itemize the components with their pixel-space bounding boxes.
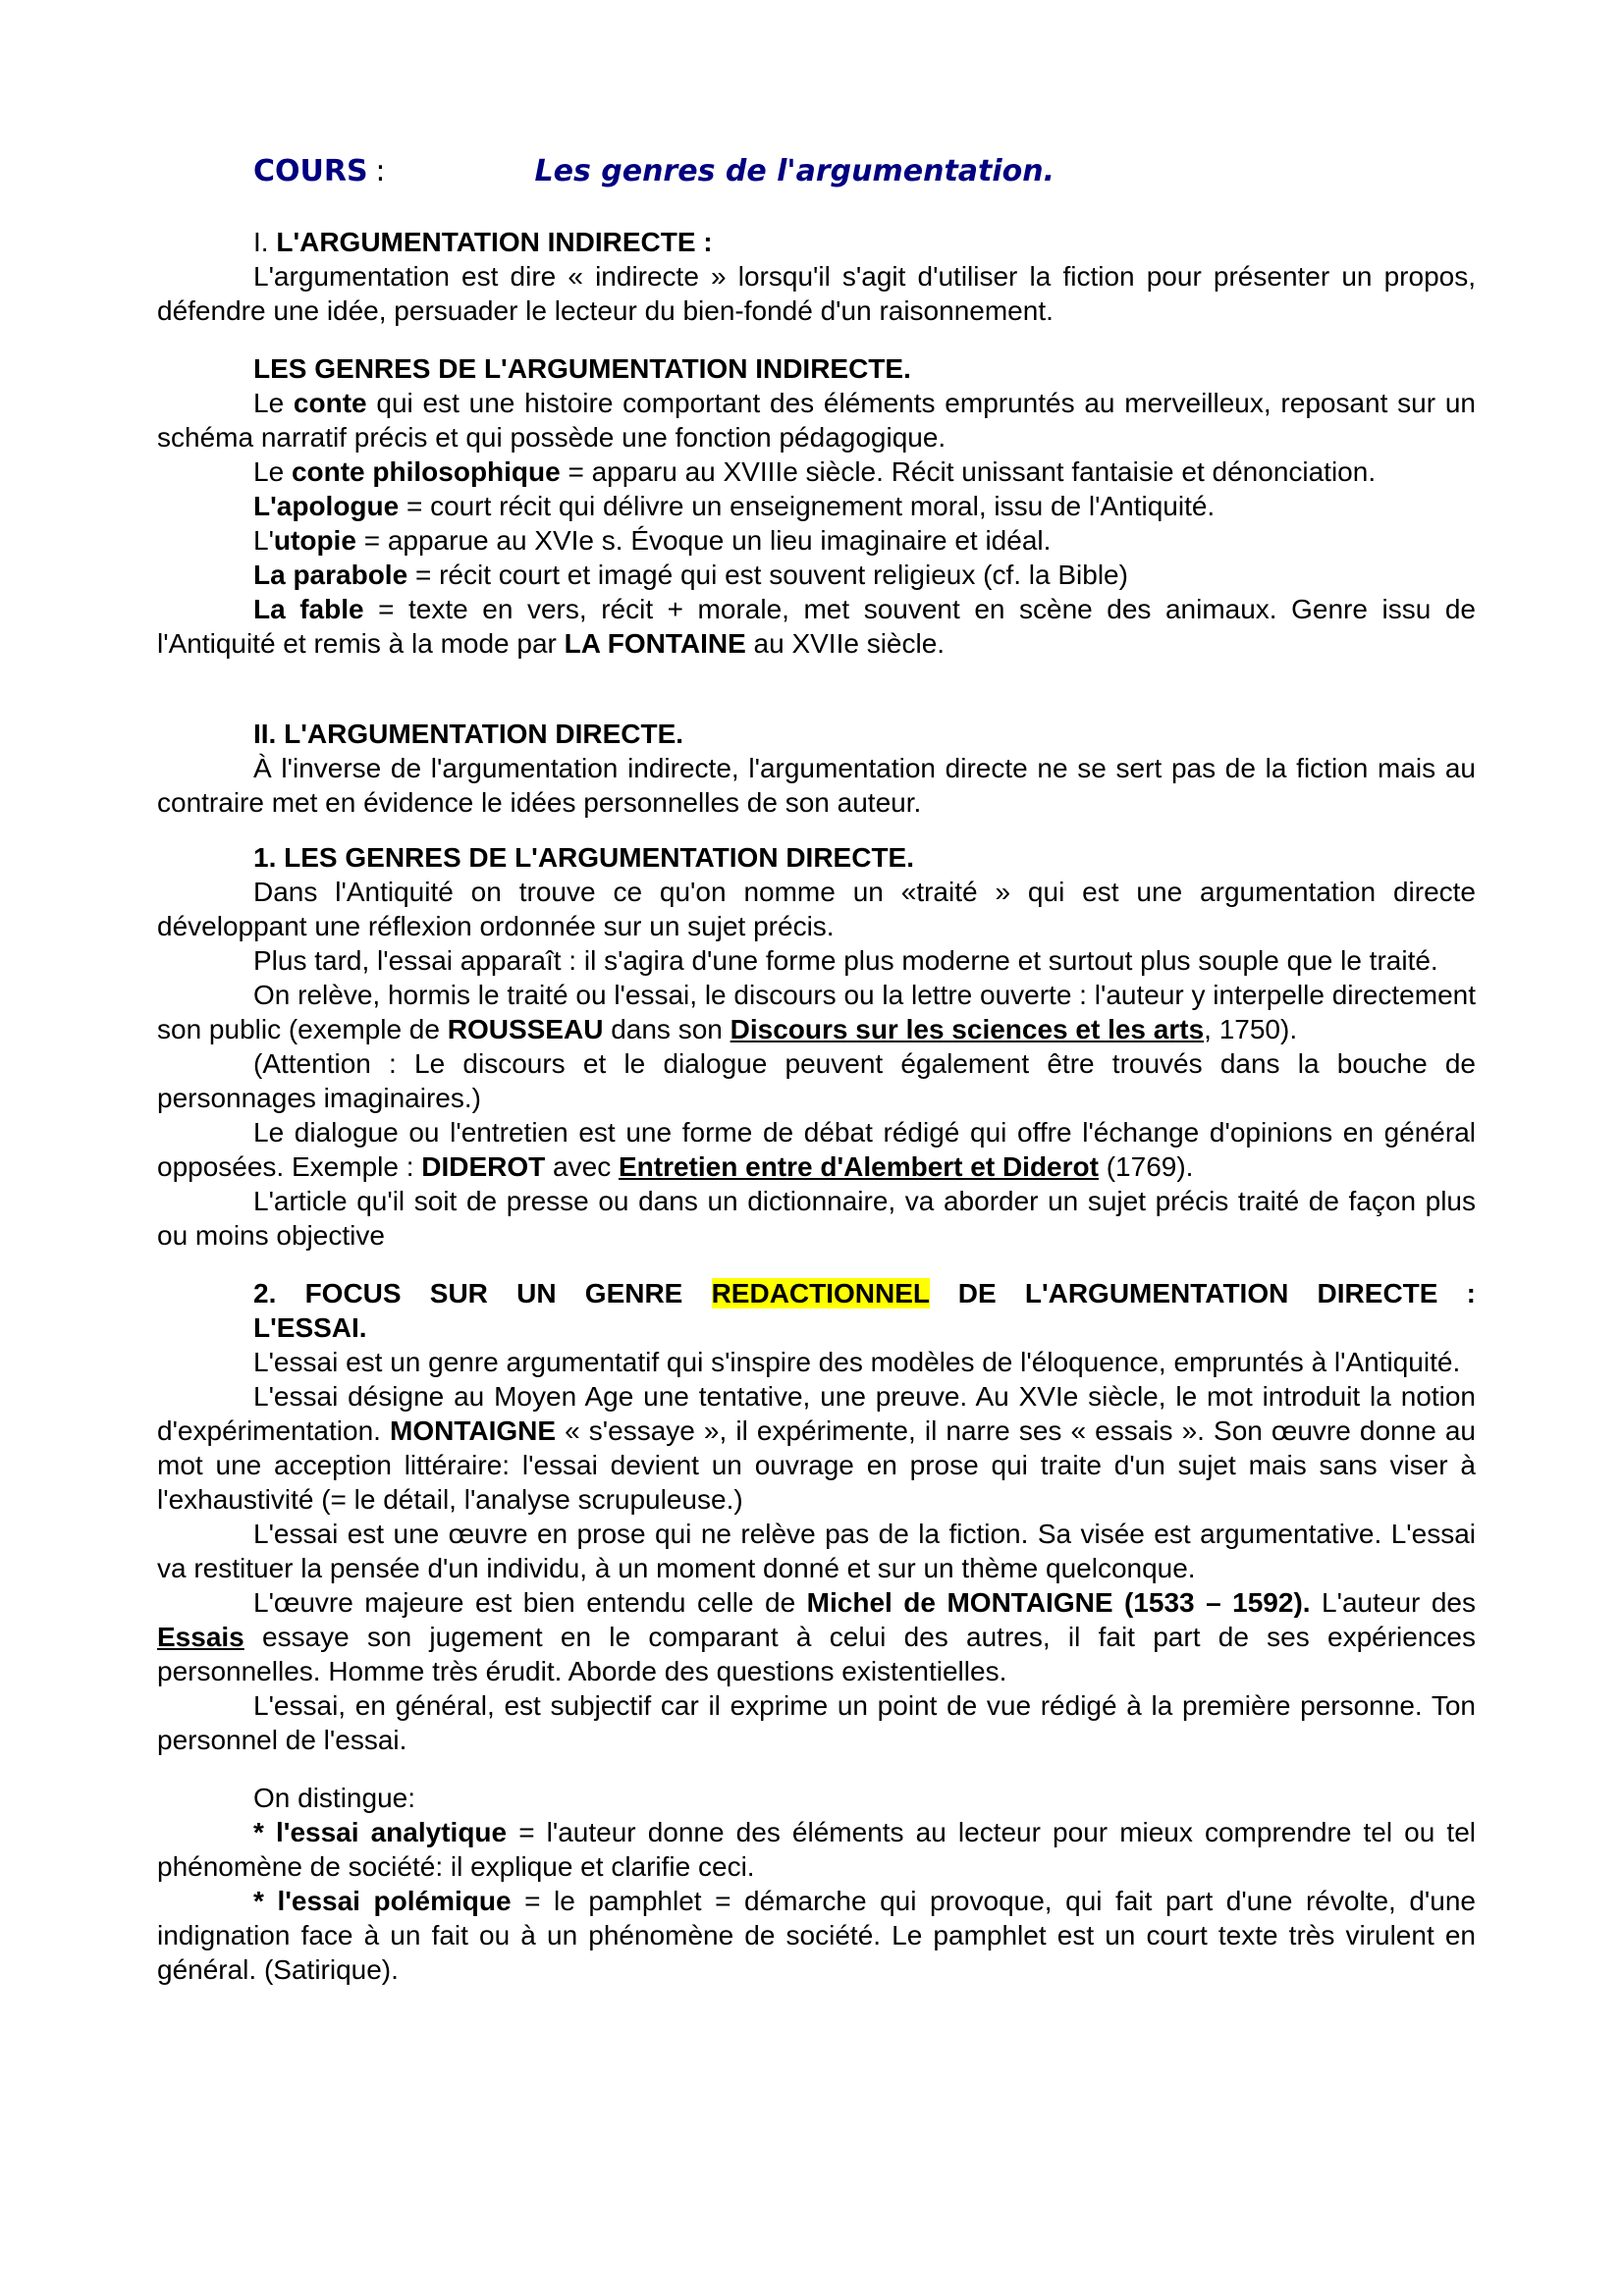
part1-genres-heading — [157, 351, 1476, 386]
parabole-def: = récit court et imagé qui est souvent religieux (cf. la Bible) — [407, 560, 1128, 590]
part2-heading — [157, 717, 1476, 751]
genre-conte-philosophique — [157, 454, 1476, 489]
para-traite: Dans l'Antiquité on trouve ce qu'on nomme un «traité » qui est une argumentation directe développant une réflexion ordonnée sur un sujet précis. — [157, 877, 1476, 941]
part1-genres-heading-text: LES GENRES DE L'ARGUMENTATION INDIRECTE. — [253, 353, 911, 384]
part1-heading-num: I. — [253, 227, 269, 257]
utopie-def: = apparue au XVIe s. Évoque un lieu imaginaire et idéal. — [355, 525, 1052, 556]
page-title — [157, 154, 1476, 189]
part1-intro: L'argumentation est dire « indirecte » lorsqu'il s'agit d'utiliser la fiction pour présenter un propos, défendre une idée, persuader le lecteur du bien-fondé d'un raisonnement. — [157, 261, 1476, 326]
para-essai-3: L'essai est une œuvre en prose qui ne relève pas de la fiction. Sa visée est argumentative. L'essai va restituer la pensée d'un individu, à un moment donné et sur un thème quelconque. — [157, 1519, 1476, 1583]
conte-term: conte — [293, 388, 367, 418]
genre-parabole — [157, 558, 1476, 592]
part2-intro: À l'inverse de l'argumentation indirecte, l'argumentation directe ne se sert pas de la fiction mais au contraire met en évidence le idées personnelles de son auteur. — [157, 753, 1476, 818]
para-essai-2 — [157, 1379, 1476, 1517]
polemique-def: = le pamphlet = démarche qui provoque, qui fait part d'une révolte, d'une indignation face à un fait ou à un phénomène de société. Le pamphlet est un court texte très virulent en général. (Satirique). — [157, 1886, 1476, 1985]
genre-utopie — [157, 523, 1476, 558]
para-essai-4 — [157, 1585, 1476, 1688]
utopie-pre: L' — [253, 525, 274, 556]
fable-author: LA FONTAINE — [564, 628, 746, 659]
focus-post: DE L'ARGUMENTATION DIRECTE : — [929, 1278, 1476, 1308]
discours-mid: dans son — [603, 1014, 730, 1044]
genre-fable — [157, 592, 1476, 661]
conte-philo-pre: Le — [253, 456, 292, 487]
para-attention: (Attention : Le discours et le dialogue peuvent également être trouvés dans la bouche de personnages imaginaires.) — [157, 1048, 1476, 1113]
para-essai-apparait: Plus tard, l'essai apparaît : il s'agira d'une forme plus moderne et surtout plus souple que le traité. — [253, 945, 1438, 976]
part1-heading — [157, 225, 1476, 259]
conte-pre: Le — [253, 388, 294, 418]
conte-def: qui est une histoire comportant des éléments empruntés au merveilleux, reposant sur un schéma narratif précis et qui possède une fonction pédagogique. — [157, 388, 1476, 453]
document-title: Les genres de l'argumentation. — [534, 154, 1055, 188]
fable-def: = texte en vers, récit + morale, met souvent en scène des animaux. Genre issu de l'Antiquité et remis à la mode par — [157, 594, 1476, 659]
part1-heading-text: L'ARGUMENTATION INDIRECTE : — [276, 227, 713, 257]
focus-line2-text: L'ESSAI. — [253, 1312, 367, 1343]
essai2-post: « s'essaye », il expérimente, il narre ses « essais ». Son œuvre donne au mot une acception littéraire: l'essai devient un ouvrage en prose qui traite d'un sujet mais sans viser à l'exhaustivité (= le détail, l'analyse scrupuleuse.) — [157, 1415, 1477, 1515]
title-colon: : — [375, 154, 386, 188]
focus-highlight: REDACTIONNEL — [711, 1278, 930, 1308]
part2-heading-text: II. L'ARGUMENTATION DIRECTE. — [253, 719, 684, 749]
dialogue-end: (1769). — [1098, 1151, 1194, 1182]
para-essai-1: L'essai est un genre argumentatif qui s'inspire des modèles de l'éloquence, empruntés à l'Antiquité. — [253, 1347, 1461, 1377]
essai4-mid: L'auteur des — [1310, 1587, 1477, 1618]
essai2-pre: L'essai désigne au Moyen Age une tentative, une preuve. Au XVIe siècle, le mot introduit la notion d'expérimentation. — [157, 1381, 1476, 1446]
part2-genres-heading — [157, 840, 1476, 875]
fable-end: au XVIIe siècle. — [745, 628, 946, 659]
focus-heading — [157, 1276, 1476, 1310]
author-rousseau: ROUSSEAU — [447, 1014, 604, 1044]
apologue-term: L'apologue — [253, 491, 400, 521]
apologue-def: = court récit qui délivre un enseignement moral, issu de l'Antiquité. — [399, 491, 1216, 521]
work-entretien: Entretien entre d'Alembert et Diderot — [618, 1151, 1099, 1182]
cours-label: COURS — [253, 154, 368, 188]
analytique-def: = l'auteur donne des éléments au lecteur pour mieux comprendre tel ou tel phénomène de société: il explique et clarifie ceci. — [157, 1817, 1476, 1882]
author-michel-de-montaigne: Michel de MONTAIGNE (1533 – 1592). — [806, 1587, 1311, 1618]
work-discours: Discours sur les sciences et les arts — [730, 1014, 1205, 1044]
focus-pre: 2. FOCUS SUR UN GENRE — [253, 1278, 712, 1308]
discours-pre: On relève, hormis le traité ou l'essai, le discours ou la lettre ouverte : l'auteur y interpelle directement son public (exemple de — [157, 980, 1476, 1044]
polemique-term: * l'essai polémique — [253, 1886, 512, 1916]
part2-genres-heading-text: 1. LES GENRES DE L'ARGUMENTATION DIRECTE. — [253, 842, 914, 873]
para-essai-5: L'essai, en général, est subjectif car il exprime un point de vue rédigé à la première personne. Ton personnel de l'essai. — [157, 1690, 1476, 1755]
para-dialogue — [157, 1115, 1476, 1184]
conte-philo-term: conte philosophique — [291, 456, 561, 487]
document-body — [157, 154, 1476, 1987]
analytique-term: * l'essai analytique — [253, 1817, 508, 1847]
para-discours — [157, 978, 1476, 1046]
on-distingue: On distingue: — [253, 1783, 415, 1813]
discours-end: , 1750). — [1204, 1014, 1298, 1044]
utopie-term: utopie — [273, 525, 356, 556]
fable-term: La fable — [253, 594, 364, 624]
author-diderot: DIDEROT — [421, 1151, 546, 1182]
conte-philo-def: = apparu au XVIIIe siècle. Récit unissant fantaisie et dénonciation. — [560, 456, 1377, 487]
genre-apologue — [157, 489, 1476, 523]
author-montaigne: MONTAIGNE — [390, 1415, 557, 1446]
genre-conte — [157, 386, 1476, 454]
essai4-post: essaye son jugement en le comparant à celui des autres, il fait part de ses expériences personnelles. Homme très érudit. Aborde des questions existentielles. — [157, 1622, 1476, 1686]
work-essais: Essais — [157, 1622, 244, 1652]
dialogue-mid: avec — [545, 1151, 619, 1182]
essai4-pre: L'œuvre majeure est bien entendu celle de — [253, 1587, 807, 1618]
essai-analytique — [157, 1815, 1476, 1884]
essai-polemique — [157, 1884, 1476, 1987]
parabole-term: La parabole — [253, 560, 408, 590]
focus-heading-line2 — [157, 1310, 1476, 1345]
para-article: L'article qu'il soit de presse ou dans un dictionnaire, va aborder un sujet précis traité de façon plus ou moins objective — [157, 1186, 1476, 1251]
dialogue-pre: Le dialogue ou l'entretien est une forme de débat rédigé qui offre l'échange d'opinions en général opposées. Exemple : — [157, 1117, 1476, 1182]
